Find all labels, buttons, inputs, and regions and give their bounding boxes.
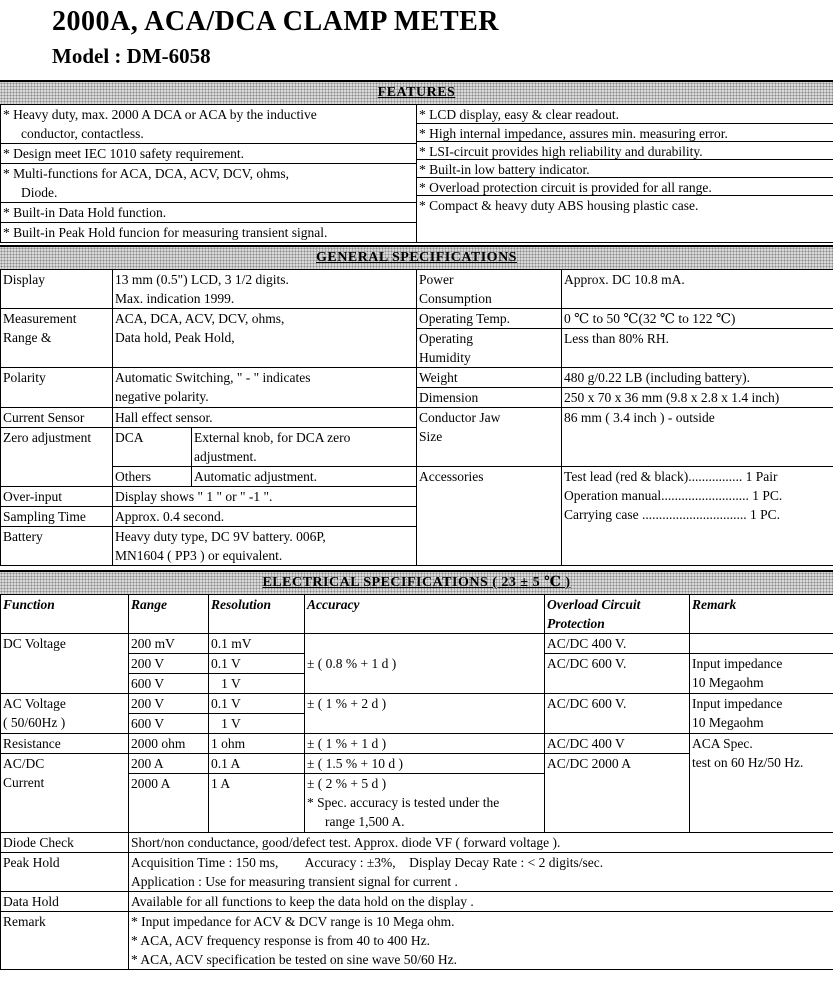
range-cell: 600 V xyxy=(129,674,209,694)
display-value: Max. indication 1999. xyxy=(115,291,235,306)
features-table xyxy=(0,104,833,243)
overload-cell: AC/DC 400 V xyxy=(545,734,690,754)
power-label: Consumption xyxy=(419,291,492,306)
dimension-label: Dimension xyxy=(419,390,479,405)
acv-function: AC Voltage xyxy=(3,696,66,711)
feature-item: * Built-in low battery indicator. xyxy=(417,160,833,178)
feature-item: * Design meet IEC 1010 safety requirement. xyxy=(1,144,417,164)
function-header: Function xyxy=(3,597,55,612)
peak-hold-text: Acquisition Time : 150 ms, Accuracy : ±3%, Display Decay Rate : < 2 digits/sec. xyxy=(131,855,604,870)
battery-value: MN1604 ( PP3 ) or equivalent. xyxy=(115,548,283,563)
col-header-overload xyxy=(545,595,690,634)
accuracy-header: Accuracy xyxy=(307,597,360,612)
feature-item: * Built-in Data Hold function. xyxy=(1,203,417,223)
accessory-item: Test lead (red & black)................ 1 Pair xyxy=(564,469,778,484)
range-cell: 2000 ohm xyxy=(129,734,209,754)
resolution-cell: 1 A xyxy=(209,774,305,833)
current-function: Current xyxy=(3,775,45,790)
accuracy-note: range 1,500 A. xyxy=(325,814,405,829)
measurement-label: Measurement xyxy=(3,311,77,326)
accuracy-note: * Spec. accuracy is tested under the xyxy=(307,795,500,810)
feature-item: * Overload protection circuit is provided for all range. xyxy=(417,178,833,196)
remark-label: Remark xyxy=(1,912,129,970)
remark-text: Input impedance xyxy=(692,696,783,711)
weight-value: 480 g/0.22 LB (including battery). xyxy=(564,370,750,385)
data-hold-value: Available for all functions to keep the data hold on the display . xyxy=(129,892,833,912)
remark-value xyxy=(129,912,833,970)
weight-label: Weight xyxy=(419,370,458,385)
overload-cell: AC/DC 400 V. xyxy=(545,634,690,654)
electrical-specs-table xyxy=(0,594,833,970)
spec-value xyxy=(113,527,417,566)
spec-value xyxy=(562,388,833,408)
electrical-heading: ELECTRICAL SPECIFICATIONS ( 23 ± 5 ℃ ) xyxy=(262,575,571,590)
model-number: Model : DM-6058 xyxy=(52,44,211,68)
spec-label xyxy=(1,527,113,566)
spec-value xyxy=(192,428,417,467)
battery-label: Battery xyxy=(3,529,43,544)
feature-right-column xyxy=(417,105,833,243)
feature-item xyxy=(1,105,417,144)
general-heading-bar xyxy=(0,245,833,269)
resolution-cell: 0.1 mV xyxy=(209,634,305,654)
spec-label xyxy=(1,487,113,507)
spec-label xyxy=(1,309,113,368)
spec-value xyxy=(113,368,417,408)
spec-value xyxy=(113,408,417,428)
spec-value xyxy=(113,309,417,368)
spec-value xyxy=(113,507,417,527)
electrical-section xyxy=(0,570,833,970)
range-cell: 200 V xyxy=(129,654,209,674)
remark-cell xyxy=(690,654,833,694)
feature-text: * Multi-functions for ACA, DCA, ACV, DCV, ohms, xyxy=(3,166,290,181)
remark-item: * Input impedance for ACV & DCV range is 10 Mega ohm. xyxy=(131,914,455,929)
spec-label xyxy=(1,368,113,408)
dcv-function: DC Voltage xyxy=(3,636,66,651)
remark-header: Remark xyxy=(692,597,737,612)
op-temp-value: 0 ℃ to 50 ℃(32 ℃ to 122 ℃) xyxy=(564,311,736,326)
features-heading-bar xyxy=(0,80,833,104)
col-header-remark xyxy=(690,595,833,634)
zero-others-value: Automatic adjustment. xyxy=(194,469,317,484)
col-header-function xyxy=(1,595,129,634)
zero-dca-value: External knob, for DCA zero xyxy=(194,430,351,445)
peak-hold-value xyxy=(129,853,833,892)
spec-value xyxy=(562,270,833,309)
general-section xyxy=(0,245,833,566)
spec-label xyxy=(417,467,562,566)
data-hold-label: Data Hold xyxy=(1,892,129,912)
remark-item: * ACA, ACV frequency response is from 40 to 400 Hz. xyxy=(131,933,430,948)
feature-text: conductor, contactless. xyxy=(21,126,144,141)
feature-item: * High internal impedance, assures min. measuring error. xyxy=(417,124,833,142)
zero-adjust-label: Zero adjustment xyxy=(3,430,92,445)
accuracy-cell xyxy=(305,634,545,694)
accuracy-cell xyxy=(305,694,545,734)
measurement-value: ACA, DCA, ACV, DCV, ohms, xyxy=(115,311,285,326)
remark-cell xyxy=(690,694,833,734)
jaw-label: Size xyxy=(419,429,443,444)
electrical-heading-bar xyxy=(0,570,833,594)
resolution-cell: 0.1 A xyxy=(209,754,305,774)
dimension-value: 250 x 70 x 36 mm (9.8 x 2.8 x 1.4 inch) xyxy=(564,390,780,405)
range-header: Range xyxy=(131,597,168,612)
resolution-cell: 1 V xyxy=(209,714,305,734)
humidity-label: Humidity xyxy=(419,350,471,365)
spec-sublabel xyxy=(113,467,192,487)
over-input-value: Display shows " 1 " or " -1 ". xyxy=(115,489,273,504)
function-cell: Resistance xyxy=(1,734,129,754)
power-value: Approx. DC 10.8 mA. xyxy=(564,272,685,287)
resolution-cell: 1 ohm xyxy=(209,734,305,754)
resolution-cell: 0.1 V xyxy=(209,694,305,714)
general-specs-table xyxy=(0,269,833,566)
function-cell xyxy=(1,694,129,734)
overload-cell: AC/DC 600 V. xyxy=(545,654,690,694)
remark-text: 10 Megaohm xyxy=(692,715,764,730)
function-cell xyxy=(1,754,129,833)
feature-item: * Built-in Peak Hold funcion for measuring transient signal. xyxy=(1,223,417,243)
peak-hold-label: Peak Hold xyxy=(1,853,129,892)
current-accuracy: ± ( 2 % + 5 d ) xyxy=(307,776,387,791)
spec-label xyxy=(417,309,562,329)
feature-item xyxy=(1,164,417,203)
measurement-label: Range & xyxy=(3,330,52,345)
resolution-cell: 1 V xyxy=(209,674,305,694)
sampling-value: Approx. 0.4 second. xyxy=(115,509,225,524)
power-label: Power xyxy=(419,272,454,287)
spec-label xyxy=(1,270,113,309)
current-sensor-value: Hall effect sensor. xyxy=(115,410,213,425)
remark-text: Input impedance xyxy=(692,656,783,671)
remark-cell xyxy=(690,634,833,654)
range-cell: 200 A xyxy=(129,754,209,774)
accuracy-cell xyxy=(305,774,545,833)
spec-label xyxy=(417,270,562,309)
accuracy-cell: ± ( 1 % + 1 d ) xyxy=(305,734,545,754)
remark-item: * ACA, ACV specification be tested on sine wave 50/60 Hz. xyxy=(131,952,457,967)
over-input-label: Over-input xyxy=(3,489,62,504)
jaw-label: Conductor Jaw xyxy=(419,410,501,425)
zero-dca-value: adjustment. xyxy=(194,449,257,464)
range-cell: 200 V xyxy=(129,694,209,714)
acv-function: ( 50/60Hz ) xyxy=(3,715,66,730)
measurement-value: Data hold, Peak Hold, xyxy=(115,330,235,345)
resolution-cell: 0.1 V xyxy=(209,654,305,674)
features-heading: FEATURES xyxy=(377,85,456,100)
zero-others-label: Others xyxy=(115,469,151,484)
display-label: Display xyxy=(3,272,45,287)
features-section xyxy=(0,80,833,243)
dcv-accuracy: ± ( 0.8 % + 1 d ) xyxy=(307,656,397,671)
spec-value xyxy=(562,408,833,467)
remark-text: test on 60 Hz/50 Hz. xyxy=(692,755,804,770)
humidity-label: Operating xyxy=(419,331,473,346)
remark-text: 10 Megaohm xyxy=(692,675,764,690)
battery-value: Heavy duty type, DC 9V battery. 006P, xyxy=(115,529,326,544)
current-sensor-label: Current Sensor xyxy=(3,410,85,425)
col-header-range xyxy=(129,595,209,634)
feature-item: * LSI-circuit provides high reliability and durability. xyxy=(417,142,833,160)
overload-cell: AC/DC 2000 A xyxy=(545,754,690,833)
spec-label xyxy=(417,408,562,467)
spec-label xyxy=(417,329,562,368)
spec-value xyxy=(562,309,833,329)
feature-item: * LCD display, easy & clear readout. xyxy=(417,105,833,124)
spec-value xyxy=(562,368,833,388)
general-heading: GENERAL SPECIFICATIONS xyxy=(316,250,517,265)
spec-value xyxy=(113,270,417,309)
accessories-label: Accessories xyxy=(419,469,484,484)
col-header-accuracy xyxy=(305,595,545,634)
spec-label xyxy=(417,368,562,388)
accessory-item: Operation manual.......................... 1 PC. xyxy=(564,488,783,503)
page-title: 2000A, ACA/DCA CLAMP METER xyxy=(52,6,500,37)
overload-header: Overload Circuit xyxy=(547,597,641,612)
acv-accuracy: ± ( 1 % + 2 d ) xyxy=(307,696,387,711)
spec-label xyxy=(1,428,113,487)
accessory-item: Carrying case ............................... 1 PC. xyxy=(564,507,780,522)
overload-cell: AC/DC 600 V. xyxy=(545,694,690,734)
remark-cell xyxy=(690,734,833,833)
remark-text: ACA Spec. xyxy=(692,736,753,751)
spec-sublabel xyxy=(113,428,192,467)
spec-value xyxy=(113,487,417,507)
accuracy-cell: ± ( 1.5 % + 10 d ) xyxy=(305,754,545,774)
polarity-label: Polarity xyxy=(3,370,46,385)
sampling-label: Sampling Time xyxy=(3,509,86,524)
peak-hold-text: Application : Use for measuring transient signal for current . xyxy=(131,874,458,889)
feature-text: * Heavy duty, max. 2000 A DCA or ACA by the inductive xyxy=(3,107,317,122)
current-function: AC/DC xyxy=(3,756,45,771)
diode-label: Diode Check xyxy=(1,833,129,853)
polarity-value: Automatic Switching, " - " indicates xyxy=(115,370,311,385)
range-cell: 600 V xyxy=(129,714,209,734)
overload-header: Protection xyxy=(547,616,605,631)
spec-label xyxy=(1,408,113,428)
function-cell xyxy=(1,634,129,694)
jaw-value: 86 mm ( 3.4 inch ) - outside xyxy=(564,410,715,425)
col-header-resolution xyxy=(209,595,305,634)
feature-text: Diode. xyxy=(21,185,58,200)
spec-label xyxy=(417,388,562,408)
humidity-value: Less than 80% RH. xyxy=(564,331,670,346)
range-cell: 2000 A xyxy=(129,774,209,833)
spec-value xyxy=(562,329,833,368)
polarity-value: negative polarity. xyxy=(115,389,209,404)
spec-value xyxy=(192,467,417,487)
zero-dca-label: DCA xyxy=(115,430,144,445)
op-temp-label: Operating Temp. xyxy=(419,311,511,326)
feature-item: * Compact & heavy duty ABS housing plastic case. xyxy=(419,198,699,213)
resolution-header: Resolution xyxy=(211,597,272,612)
spec-label xyxy=(1,507,113,527)
display-value: 13 mm (0.5") LCD, 3 1/2 digits. xyxy=(115,272,289,287)
spec-value xyxy=(562,467,833,566)
diode-value: Short/non conductance, good/defect test. Approx. diode VF ( forward voltage ). xyxy=(129,833,833,853)
range-cell: 200 mV xyxy=(129,634,209,654)
